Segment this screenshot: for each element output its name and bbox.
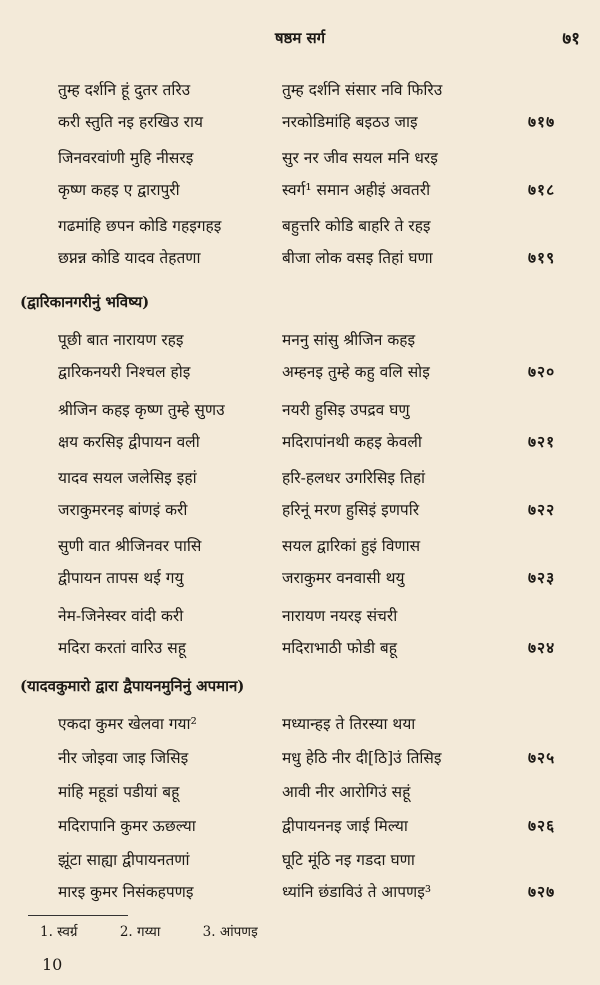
verse-number: ७२० xyxy=(528,362,556,381)
footnotes xyxy=(40,922,296,940)
verse-right-hemistich: बहुत्तरि कोडि बाहरि ते रहइ xyxy=(282,217,431,235)
footnote-rule xyxy=(28,915,128,916)
verse-line xyxy=(0,146,600,176)
verse-right-hemistich: मधु हेठि नीर दी[ठि]उं तिसिइ xyxy=(282,749,442,767)
verse-number: ७१७ xyxy=(528,112,556,131)
verse-line xyxy=(0,360,600,390)
folio: 10 xyxy=(42,955,63,974)
verse-right-hemistich: मननु सांसु श्रीजिन कहइ xyxy=(282,331,416,349)
verse-left-hemistich: यादव सयल जलेसिइ इहां xyxy=(58,469,197,487)
verse-right-hemistich: नयरी हुसिइ उपद्रव घणु xyxy=(282,401,410,419)
verse-line xyxy=(0,466,600,496)
verse-left-hemistich: तुम्ह दर्शनि हूं दुतर तरिउ xyxy=(58,81,191,99)
verse-left-hemistich: कृष्ण कहइ ए द्वारापुरी xyxy=(58,181,180,199)
section-heading: (यादवकुमारो द्वारा द्वैपायनमुनिनुं अपमान) xyxy=(20,677,245,695)
verse-number: ७२५ xyxy=(528,748,556,767)
verse-left-hemistich: मारइ कुमर निसंकहपणइ xyxy=(58,883,194,901)
verse-line xyxy=(0,214,600,244)
verse-line xyxy=(0,636,600,666)
footnote-2: 2. गय्या xyxy=(119,924,161,940)
verse-line xyxy=(0,246,600,276)
verse-left-hemistich: मांहि महूडां पडीयां बहू xyxy=(58,783,180,801)
verse-right-hemistich: ध्यांनि छंडाविउं ते आपणइ³ xyxy=(282,883,432,901)
verse-number: ७२३ xyxy=(528,568,556,587)
verse-right-hemistich: मदिरापांनथी कहइ केवली xyxy=(282,433,422,451)
verse-left-hemistich: नेम-जिनेस्वर वांदी करी xyxy=(58,607,184,625)
verse-right-hemistich: आवी नीर आरोगिउं सहूं xyxy=(282,783,411,801)
verse-number: ७२२ xyxy=(528,500,556,519)
verse-left-hemistich: छप्नन्न कोडि यादव तेहतणा xyxy=(58,249,201,267)
footnote-3: 3. आंपणइ xyxy=(202,924,258,940)
verse-left-hemistich: नीर जोइवा जाइ जिसिइ xyxy=(58,749,189,767)
verse-right-hemistich: नरकोडिमांहि बइठउ जाइ xyxy=(282,113,418,131)
verse-right-hemistich: सुर नर जीव सयल मनि धरइ xyxy=(282,149,438,167)
verse-number: ७२१ xyxy=(528,432,556,451)
verse-line xyxy=(0,498,600,528)
verse-left-hemistich: मदिरा करतां वारिउ सहू xyxy=(58,639,186,657)
verse-line xyxy=(0,328,600,358)
verse-left-hemistich: करी स्तुति नइ हरखिउ राय xyxy=(58,113,203,131)
verse-line xyxy=(0,746,600,776)
verse-line xyxy=(0,848,600,878)
verse-line xyxy=(0,712,600,742)
verse-line xyxy=(0,880,600,910)
verse-number: ७२६ xyxy=(528,816,556,835)
verse-line xyxy=(0,814,600,844)
verse-number: ७१९ xyxy=(528,248,556,267)
verse-line xyxy=(0,110,600,140)
verse-right-hemistich: हरिनूं मरण हुसिइं इणपरि xyxy=(282,501,420,519)
verse-left-hemistich: पूछी बात नारायण रहइ xyxy=(58,331,184,349)
verse-line xyxy=(0,430,600,460)
verse-line xyxy=(0,534,600,564)
verse-number: ७२४ xyxy=(528,638,556,657)
verse-right-hemistich: नारायण नयरइ संचरी xyxy=(282,607,398,625)
verse-right-hemistich: मदिराभाठी फोडी बहू xyxy=(282,639,398,657)
verse-line xyxy=(0,604,600,634)
verse-left-hemistich: द्वारिकनयरी निश्चल होइ xyxy=(58,363,191,381)
verse-right-hemistich: द्वीपायननइ जाई मिल्या xyxy=(282,817,408,835)
verse-left-hemistich: क्षय करसिइ द्वीपायन वली xyxy=(58,433,200,451)
verse-line xyxy=(0,398,600,428)
verse-line xyxy=(0,780,600,810)
verse-right-hemistich: तुम्ह दर्शनि संसार नवि फिरिउ xyxy=(282,81,443,99)
verse-right-hemistich: सयल द्वारिकां हुइं विणास xyxy=(282,537,421,555)
verse-right-hemistich: मध्यान्हइ ते तिरस्या थया xyxy=(282,715,416,733)
verse-right-hemistich: बीजा लोक वसइ तिहां घणा xyxy=(282,249,433,267)
verse-number: ७२७ xyxy=(528,882,556,901)
verse-left-hemistich: श्रीजिन कहइ कृष्ण तुम्हे सुणउ xyxy=(58,401,225,419)
verse-left-hemistich: मदिरापानि कुमर ऊछल्या xyxy=(58,817,196,835)
verse-right-hemistich: हरि-हलधर उगरिसिइ तिहां xyxy=(282,469,426,487)
verse-line xyxy=(0,566,600,596)
verse-number: ७१८ xyxy=(528,180,556,199)
verse-left-hemistich: द्वीपायन तापस थई गयु xyxy=(58,569,184,587)
chapter-title: षष्ठम सर्ग xyxy=(274,29,326,47)
verse-left-hemistich: सुणी वात श्रीजिनवर पासि xyxy=(58,537,202,555)
verse-left-hemistich: एकदा कुमर खेलवा गया² xyxy=(58,715,197,733)
verse-line xyxy=(0,78,600,108)
verse-right-hemistich: अम्हनइ तुम्हे कहु वलि सोइ xyxy=(282,363,430,381)
verse-right-hemistich: घूटि मूंठि नइ गडदा घणा xyxy=(282,851,415,869)
page-number: ७१ xyxy=(562,29,580,49)
verse-left-hemistich: गढमांहि छपन कोडि गहइगहइ xyxy=(58,217,222,235)
section-heading: (द्वारिकानगरीनुं भविष्य) xyxy=(20,293,150,311)
verse-left-hemistich: झूंटा साह्या द्वीपायनतणां xyxy=(58,851,190,869)
verse-right-hemistich: जराकुमर वनवासी थयु xyxy=(282,569,405,587)
verse-left-hemistich: जराकुमरनइ बांणइं करी xyxy=(58,501,188,519)
verse-left-hemistich: जिनवरवांणी मुहि नीसरइ xyxy=(58,149,194,167)
verse-right-hemistich: स्वर्ग¹ समान अहीइं अवतरी xyxy=(282,181,431,199)
verse-line xyxy=(0,178,600,208)
footnote-1: 1. स्वर्ग्र xyxy=(40,924,78,940)
